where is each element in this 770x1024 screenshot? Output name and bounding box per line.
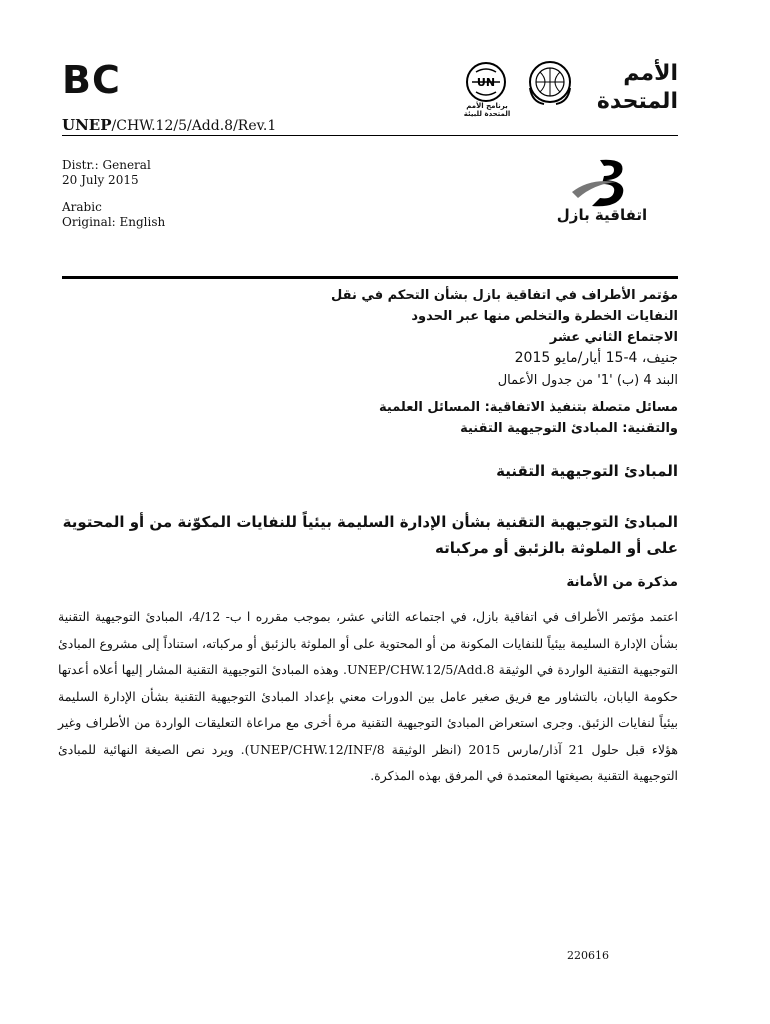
bc-logo-text: BC bbox=[62, 58, 121, 102]
header-divider bbox=[62, 135, 678, 136]
thick-divider bbox=[62, 276, 678, 279]
meeting-dates: جنيف، 4-15 أيار/مايو 2015 bbox=[514, 350, 678, 366]
basel-convention-label: اتفاقية بازل bbox=[556, 206, 648, 224]
language-block bbox=[62, 200, 165, 230]
meeting-title-line1: مؤتمر الأطراف في اتفاقية بازل بشأن التحكم في نقل bbox=[331, 288, 678, 303]
meeting-session: الاجتماع الثاني عشر bbox=[549, 330, 678, 345]
distribution-block bbox=[62, 158, 151, 188]
symbol-prefix: UNEP bbox=[62, 116, 112, 134]
symbol-rest: /CHW.12/5/Add.8/Rev.1 bbox=[111, 118, 277, 134]
body-paragraph bbox=[58, 604, 678, 790]
unep-un-emblems bbox=[458, 60, 578, 124]
language-label: Arabic bbox=[62, 200, 102, 214]
agenda-item: البند 4 (ب) '1' من جدول الأعمال bbox=[497, 373, 678, 388]
issue-date: 20 July 2015 bbox=[62, 173, 139, 187]
paragraph-text: اعتمد مؤتمر الأطراف في اتفاقية بازل، في اجتماعه الثاني عشر، بموجب مقرره ا ب- 4/12، المبادئ التوجيهية التقنية بشأن الإدارة السليمة بيئياً للنفايات المكونة من أو المحتوية على أو الملوثة بالزئبق أو مركباته، استناداً إلى مشروع المبادئ التوجيهية التقنية الواردة في الوثيقة UNEP/CHW.12/5/Add.8. وهذه المبادئ التوجيهية التقنية المشار إليها أعلاه أعدتها حكومة اليابان، بالتشاور مع فريق صغير عامل بين الدورات معني بإعداد المبادئ التوجيهية التقنية بشأن الإدارة السليمة بيئياً لنفايات الزئبق. وجرى استعراض المبادئ التوجيهية التقنية مرة أخرى مع مراعاة التعليقات الواردة من الأطراف وغير هؤلاء قبل حلول 21 آذار/مارس 2015 (انظر الوثيقة UNEP/CHW.12/INF/8). ويرد نص الصيغة النهائية للمبادئ التوجيهية التقنية بصيغتها المعتمدة في المرفق بهذه المذكرة. bbox=[58, 609, 678, 783]
agenda-matters-line1: مسائل متصلة بتنفيذ الاتفاقية: المسائل العلمية bbox=[379, 400, 678, 415]
document-symbol bbox=[62, 116, 276, 134]
svg-text:UN: UN bbox=[476, 76, 496, 89]
original-language: Original: English bbox=[62, 215, 166, 229]
note-heading: مذكرة من الأمانة bbox=[566, 574, 678, 590]
document-subtitle: المبادئ التوجيهية التقنية بشأن الإدارة السليمة بيئياً للنفايات المكوّنة من أو المحتوية على أو الملوثة بالزئبق أو مركباته bbox=[62, 513, 678, 557]
agenda-matters-line2: والتقنية: المبادئ التوجيهية التقنية bbox=[460, 421, 678, 436]
document-title: المبادئ التوجيهية التقنية bbox=[496, 462, 678, 480]
unep-caption: برنامج الأمم المتحدة للبيئة bbox=[463, 102, 511, 118]
basel-convention-logo bbox=[570, 156, 640, 210]
meeting-title-line2: النفايات الخطرة والتخلص منها عبر الحدود bbox=[411, 309, 678, 324]
distr-label: Distr.: General bbox=[62, 158, 151, 172]
un-name-line2: المتحدة bbox=[596, 89, 678, 114]
un-name-line1: الأمم bbox=[623, 61, 678, 86]
basel-b-icon bbox=[570, 156, 640, 210]
document-number: 220616 bbox=[567, 949, 609, 962]
